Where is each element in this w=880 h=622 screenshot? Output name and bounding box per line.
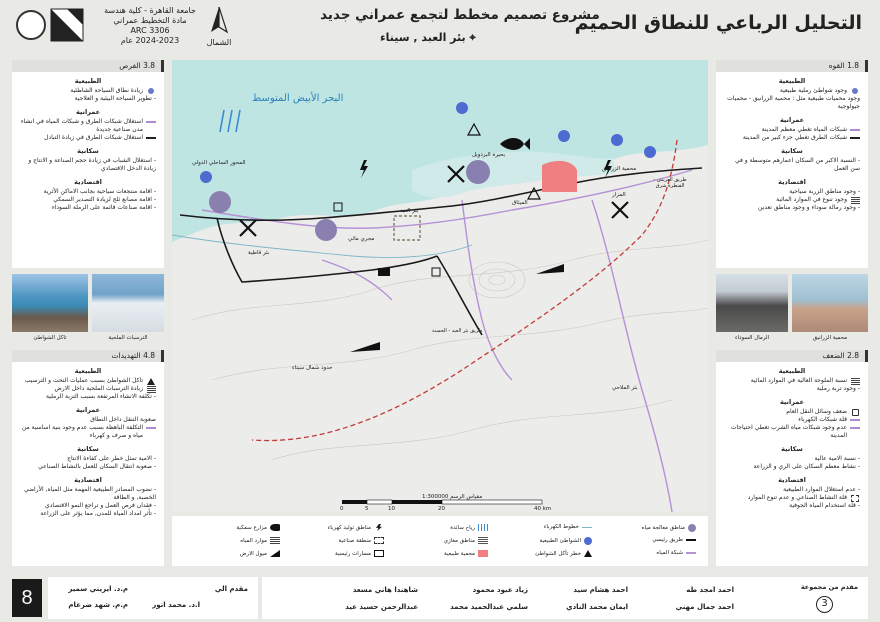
list-item xyxy=(716,126,868,134)
site-map xyxy=(172,60,708,512)
item-text: وجود شواطئ رملية طبيعية xyxy=(779,87,847,94)
scale-bar xyxy=(342,500,542,504)
item-text: - صعوبة انتقال السكان للعمل بالنشاط الصناعي xyxy=(38,463,156,470)
item-text: - تكلفة الانشاء المرتفعة بسبب التربة الرملية xyxy=(46,393,156,400)
list-item xyxy=(12,134,164,142)
opportunities-panel xyxy=(12,60,164,268)
hatch-marker-icon xyxy=(146,385,156,393)
list-item xyxy=(716,502,868,510)
group-title: الطبيعية xyxy=(74,77,102,85)
main-title: التحليل الرباعي للنطاق الحميم xyxy=(574,12,862,34)
university-line: 2024-2023 عام xyxy=(120,36,180,45)
list-item xyxy=(716,95,868,111)
list-item xyxy=(12,188,164,196)
opportunities-heading: 3.8 الفرص xyxy=(12,60,164,72)
list-item xyxy=(716,424,868,440)
list-item xyxy=(12,486,164,502)
legend-label: مناطق توليد كهرباء xyxy=(327,524,371,531)
purple-marker-icon xyxy=(146,424,156,432)
beach-erosion-photo xyxy=(12,274,88,332)
purple-marker-icon xyxy=(850,416,860,424)
legend-item xyxy=(444,537,488,544)
legend-label: منطقة صناعية xyxy=(338,537,371,544)
legend-item xyxy=(540,537,593,545)
item-text: - استغلال الشباب في زيادة حجم الصناعة و الانتاج و زيادة الدخل الاقتصادي xyxy=(28,157,156,172)
bus-marker-icon xyxy=(850,408,860,416)
sq-dash-legend-icon xyxy=(374,537,384,544)
supervisors-box xyxy=(48,577,258,619)
item-text: - تطوير السياحة البيئية و العلاجية xyxy=(74,95,156,102)
item-text: - وجود تربة رملية xyxy=(816,385,860,392)
item-text: - عدم استغلال الموارد الطبيعية xyxy=(783,486,860,493)
photo-caption: محمية الزرانيق xyxy=(812,335,848,341)
weaknesses-panel xyxy=(716,350,868,566)
item-text: استغلال شبكات الطرق في زيادة التبادل xyxy=(44,134,143,141)
purple-marker-icon xyxy=(146,118,156,126)
list-item xyxy=(716,188,868,196)
photo-caption: الرمال السوداء xyxy=(734,335,770,341)
scale-tick: 0 xyxy=(340,506,344,512)
square-legend-icon xyxy=(478,550,488,557)
list-item xyxy=(716,377,868,385)
list-item xyxy=(716,486,868,494)
warn-marker-icon xyxy=(146,377,156,385)
item-text: تاكل الشواطئ بسبب عمليات النحت و الترسيب xyxy=(24,377,143,384)
dot-blue-legend-icon xyxy=(584,537,592,545)
sq-marker-icon xyxy=(850,494,860,502)
legend-item xyxy=(339,537,385,544)
scale-tick: 10 xyxy=(388,506,395,512)
legend-label: ميول الارض xyxy=(239,550,267,557)
item-text: - فقدان فرص العمل و تراجع النمو الاقتصادي xyxy=(45,502,156,509)
legend-item xyxy=(335,550,384,557)
list-item xyxy=(716,157,868,173)
university-seal-icon xyxy=(16,10,46,40)
legend-label: شبكة المياه xyxy=(656,550,683,556)
group-label: مقدم من مجموعة xyxy=(800,583,858,591)
legend-item xyxy=(240,550,280,557)
student-name: احمد امجد طه xyxy=(686,586,734,594)
ramp-legend-icon xyxy=(270,550,280,557)
legend-label: طريق رئيسي xyxy=(652,537,683,543)
list-item xyxy=(716,416,868,424)
photo-caption: الترسبات الملحية xyxy=(108,335,148,341)
legend-label: خطر تآكل الشواطئ xyxy=(535,550,581,557)
list-item xyxy=(12,87,164,95)
legend-label: خطوط الكهرباء xyxy=(543,524,579,530)
list-item xyxy=(12,95,164,103)
item-text: - تأثر امداد المياه للمدن, مما يؤثر على الزراعة xyxy=(40,510,156,517)
dot-marker-icon xyxy=(146,87,156,95)
dot-legend-icon xyxy=(688,524,696,532)
item-text: - قلة استخدام المياه الجوفية xyxy=(789,502,860,509)
place-label: بئر العبد xyxy=(400,208,419,214)
location-pin-icon: ⌖ xyxy=(469,31,476,44)
scale-tick: 40 km xyxy=(534,506,552,512)
list-item xyxy=(716,408,868,416)
map-canvas xyxy=(172,60,708,512)
university-line: ARC 3306 xyxy=(130,26,170,35)
black-marker-icon xyxy=(146,134,156,142)
place-label: مجري مائي xyxy=(348,236,375,242)
item-text: - اقامة صناعات قائمة على الرملة السوداء xyxy=(51,204,156,211)
item-text: - الامية تمثل خطر على كفاءة الانتاج xyxy=(67,455,156,462)
legend-label: مناطق معالجة مياه xyxy=(641,525,685,531)
legend-label: مناطق مغازي xyxy=(443,537,475,544)
scale-tick: 20 xyxy=(438,506,445,512)
professor-name: ا.د. محمد انور xyxy=(152,601,200,609)
opportunities-body xyxy=(12,77,164,212)
wave-legend-icon xyxy=(478,537,488,544)
legend-item xyxy=(652,537,696,543)
group-title: اقتصادية xyxy=(778,178,806,186)
location-text: بئر العبد , سيناء xyxy=(380,31,466,44)
line-thin-legend-icon xyxy=(582,527,592,528)
group-number: 3 xyxy=(816,596,833,613)
item-text: قلة شبكات الكهرباء xyxy=(798,416,847,423)
item-text: زيادة الترسبات الملحية داخل الارض xyxy=(54,385,143,392)
weaknesses-heading: 2.8 الضعف xyxy=(716,350,868,362)
black-sand-photo xyxy=(716,274,788,332)
item-text: - وجود رمالة سوداء و وجود مناطق تعدين xyxy=(757,204,860,211)
item-text: - وجود مناطق الزربة سياحية xyxy=(789,188,860,195)
scale-tick: 5 xyxy=(365,506,369,512)
group-title: اقتصادية xyxy=(778,476,806,484)
supervisor-name: م.م. شهد ضرغام xyxy=(68,601,128,609)
group-title: سكانية xyxy=(781,147,803,155)
place-label: طريق العريش - القنطرة شرق xyxy=(653,177,687,189)
supervisor-name: م.د. ايريني سمير xyxy=(68,585,128,593)
list-item xyxy=(716,455,868,463)
group-title: الطبيعية xyxy=(778,367,806,375)
item-text: وجود محميات طبيعية مثل : محمية الزرانيق - محميات جيولوجية xyxy=(727,95,860,110)
list-item xyxy=(12,510,164,518)
threats-body xyxy=(12,367,164,518)
university-line: جامعة القاهرة - كلية هندسة xyxy=(104,6,196,15)
item-text: قلة النشاط الصناعي و عدم تنوع الموارد xyxy=(747,494,847,501)
black-marker-icon xyxy=(850,134,860,142)
group-title: عمرانية xyxy=(75,406,101,414)
legend-label: الشواطئ الطبيعية xyxy=(539,538,581,544)
item-text: - اقامة مصانع ثلج لزيادة التصدير السمكي xyxy=(53,196,156,203)
list-item xyxy=(12,416,164,424)
list-item xyxy=(12,385,164,393)
page-number: 8 xyxy=(12,579,42,617)
legend-label: مزارع سمكية xyxy=(236,524,267,531)
line-black-legend-icon xyxy=(686,539,696,541)
list-item xyxy=(12,377,164,385)
header xyxy=(0,0,880,54)
salt-deposits-photo xyxy=(92,274,164,332)
dot-marker-icon xyxy=(850,87,860,95)
line-purple-legend-icon xyxy=(686,552,696,554)
legend-label: مسارات رئيسية xyxy=(335,550,371,557)
group-title: سكانية xyxy=(781,445,803,453)
legend-item xyxy=(544,524,592,530)
list-item xyxy=(716,494,868,502)
north-label: الشمال xyxy=(206,38,232,47)
item-text: التكلفة الباهظة بسبب عدم وجود بنية اساسية من مياه و صرف و كهرباء xyxy=(21,424,143,439)
zaraniq-protected-area xyxy=(542,161,577,192)
list-item xyxy=(716,134,868,142)
group-title: عمرانية xyxy=(779,116,805,124)
legend-item xyxy=(450,524,488,531)
submitted-to-label: مقدم الي xyxy=(214,585,248,593)
item-text: زيادة نطاق السياحة الشاطئية xyxy=(70,87,143,94)
student-name: احمد هشام سيد xyxy=(573,586,628,594)
strengths-heading: 1.8 القوه xyxy=(716,60,868,72)
legend-label: موارد المياه xyxy=(240,537,267,544)
group-title: سكانية xyxy=(77,445,99,453)
item-text: استغلال شبكات الطرق و شبكات المياه في انشاء مدن صناعية جديدة xyxy=(20,118,143,133)
group-title: عمرانية xyxy=(779,398,805,406)
list-item xyxy=(716,204,868,212)
slope-icon xyxy=(350,264,564,352)
list-item xyxy=(12,204,164,212)
item-text: شبكات المياه تغطي معظم المدينة xyxy=(761,126,847,133)
student-name: احمد جمال مهني xyxy=(675,603,734,611)
item-text: شبكات الطرق تغطي جزء كبير من المدينة xyxy=(742,134,847,141)
scale-label: مقياس الرسم 1:300000 xyxy=(422,494,483,500)
legend-label: رياح سائدة xyxy=(450,524,475,531)
list-item xyxy=(716,87,868,95)
student-name: سلمي عبدالحميد محمد xyxy=(450,603,528,611)
group-title: الطبيعية xyxy=(778,77,806,85)
item-text: - اقامة منتجعات سياحية بجانب الاماكن الأثرية xyxy=(43,188,156,195)
place-label: المزار xyxy=(612,192,626,198)
list-item xyxy=(716,463,868,471)
student-name: عبدالرحمن حسيد عيد xyxy=(345,603,418,611)
industrial-zone xyxy=(394,216,420,240)
list-item xyxy=(12,196,164,204)
item-text: عدم وجود شبكات مياه الشرب تغطي احتياجات المدينة xyxy=(730,424,847,439)
hatch-legend-icon xyxy=(270,537,280,544)
hatch-marker-icon xyxy=(850,196,860,204)
item-text: ضعف وسائل النقل العام xyxy=(786,408,847,415)
contour-lines xyxy=(192,240,708,460)
student-name: شاهندا هاني مسعد xyxy=(352,586,418,594)
legend-item xyxy=(656,550,696,556)
water-network xyxy=(202,170,692,512)
hatch-marker-icon xyxy=(850,377,860,385)
project-title: مشروع تصميم مخطط لتجمع عمراني جديد xyxy=(320,7,600,23)
sea-label: البحر الأبيض المتوسط xyxy=(252,93,344,104)
legend-item xyxy=(642,524,696,532)
list-item xyxy=(716,196,868,204)
item-text: صعوبة التنقل داخل النطاق xyxy=(90,416,156,423)
item-text: - نضوب المصادر الطبيعية المهمة مثل المياه, الأراضي الخصبة, و الطاقة xyxy=(23,486,156,501)
list-item xyxy=(12,502,164,510)
university-block xyxy=(90,6,210,46)
university-line: مادة التخطيط عمراني xyxy=(113,16,187,25)
legend-label: محمية طبيعية xyxy=(444,550,475,557)
faculty-logo-icon xyxy=(50,8,84,42)
warn-legend-icon xyxy=(584,550,592,557)
strengths-panel xyxy=(716,60,868,268)
photo-caption: تاكل الشواطئ xyxy=(33,335,67,341)
legend-item xyxy=(444,550,488,557)
legend-item xyxy=(240,537,280,544)
item-text: نسبة الملوحة العالية في الموارد المائية xyxy=(750,377,847,384)
list-item xyxy=(12,463,164,471)
list-item xyxy=(12,455,164,463)
weaknesses-body xyxy=(716,367,868,510)
students-box xyxy=(262,577,868,619)
student-name: زياد عبود محمود xyxy=(472,586,528,594)
item-text: - نسبة الامية عالية xyxy=(814,455,860,462)
list-item xyxy=(12,393,164,401)
threats-panel xyxy=(12,350,164,566)
group-title: اقتصادية xyxy=(74,476,102,484)
item-text: وجود تنوع في الموارد المائية xyxy=(776,196,847,203)
place-label: الميثاق xyxy=(512,200,528,206)
group-title: سكانية xyxy=(77,147,99,155)
list-item xyxy=(12,118,164,134)
list-item xyxy=(716,385,868,393)
location xyxy=(380,31,476,45)
bus-legend-icon xyxy=(374,550,384,557)
purple-marker-icon xyxy=(850,126,860,134)
legend-item xyxy=(535,550,592,557)
place-label: بئر قاطية xyxy=(248,250,270,256)
place-label: المحور الساحلي الدولي xyxy=(192,160,246,166)
place-label: محمية الزرانيق xyxy=(602,166,637,172)
legend-item xyxy=(236,524,280,531)
student-name: ايمان محمد النادي xyxy=(566,603,628,611)
zaraniq-photo xyxy=(792,274,868,332)
solar-panel-icon xyxy=(378,268,390,276)
place-label: بئر الملاحي xyxy=(612,385,638,391)
place-label: بحيرة البردويل xyxy=(472,152,506,158)
fish-legend-icon xyxy=(270,524,280,531)
group-title: الطبيعية xyxy=(74,367,102,375)
group-title: اقتصادية xyxy=(74,178,102,186)
strengths-body xyxy=(716,77,868,212)
bolt-legend-icon xyxy=(374,524,384,531)
place-label: طريق بئر العبد - الحسنة xyxy=(432,328,483,334)
north-arrow-icon xyxy=(207,6,231,36)
item-text: - النسبة الاكبر من السكان اعمارهم متوسطة و في سن العمل xyxy=(734,157,860,172)
place-label: حدود شمال سيناء xyxy=(292,365,333,371)
legend-item xyxy=(328,524,384,531)
item-text: - نشاط معظم السكان على الري و الزراعة xyxy=(753,463,860,470)
group-title: عمرانية xyxy=(75,108,101,116)
threats-heading: 4.8 التهديدات xyxy=(12,350,164,362)
map-legend xyxy=(172,516,708,566)
mediterranean-sea xyxy=(172,60,708,242)
list-item xyxy=(12,157,164,173)
wind-legend-icon xyxy=(478,524,488,531)
purple-marker-icon xyxy=(850,424,860,432)
list-item xyxy=(12,424,164,440)
